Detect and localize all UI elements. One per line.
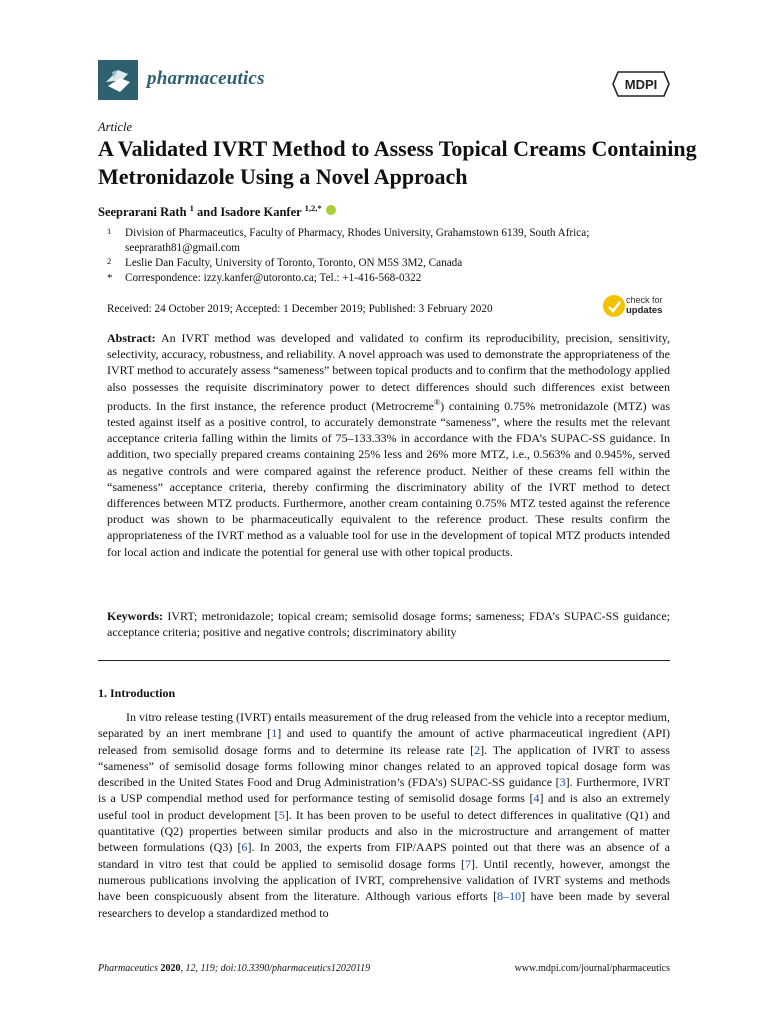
publication-dates: Received: 24 October 2019; Accepted: 1 December 2019; Published: 3 February 2020 — [107, 303, 493, 315]
journal-name: pharmaceutics — [147, 68, 265, 89]
orcid-icon[interactable] — [326, 205, 336, 215]
footer-volume-doi: , 12, 119; doi:10.3390/pharmaceutics12020119 — [180, 963, 371, 974]
author-name: Isadore Kanfer — [220, 205, 302, 220]
intro-text: ]. In 2003, the experts from FIP/AAPS pointed out that there was an absence of a standard in vitro test that could be applied to semisolid dosage forms [ — [98, 840, 671, 871]
keywords — [107, 608, 670, 640]
citation-link[interactable]: 3 — [559, 775, 566, 790]
author-list — [98, 203, 336, 220]
abstract-text-part2: ) containing 0.75% metronidazole (MTZ) was tested against itself as a positive control, to accurately demonstrate “sameness”, where the results met the relevant acceptance criteria falling within the limits of 75–133.33% in accordance with the FDA’s SUPAC-SS guidance. In addition, two specially prepared creams containing 25% less and 26% more MTZ, i.e., 0.563% and 0.945%, served as negative controls and were compared against the reference product. Neither of these creams fell within the “sameness” acceptance criteria, thereby confirming the discriminatory ability of the IVRT method to detect differences between MTZ products. Furthermore, another cream containing 0.75% MTZ tested against the reference product was shown to be pharmaceutically equivalent to the reference product. These results confirm the appropriateness of the IVRT method as a valuable tool for use in the development of topical MTZ products intended for local action and indicate the potential for general use with other topical products. — [107, 398, 670, 559]
affiliation-text: Leslie Dan Faculty, University of Toronto, Toronto, ON M5S 3M2, Canada — [125, 257, 463, 269]
check-for-updates-label[interactable] — [626, 295, 663, 316]
registered-mark: ® — [434, 397, 441, 407]
affiliation-number: 1 — [107, 226, 112, 236]
intro-text: ]. It has been proven to be useful to detect differences in qualitative (Q1) and quantitative (Q2) properties between similar products and also in the microstructure and arrangement of matter between formulations (Q3) [ — [98, 807, 671, 855]
intro-text: ]. Until recently, however, amongst the numerous publications involving the application of IVRT, comprehensive validation of IVRT systems and methods have been conspicuously absent from the literature. Although various efforts [ — [98, 856, 671, 904]
keywords-label: Keywords: — [107, 609, 163, 623]
section-heading: 1. Introduction — [98, 686, 176, 700]
affiliation-text: Division of Pharmaceutics, Faculty of Pharmacy, Rhodes University, Grahamstown 6139, South Africa; seeprarath81@gmail.com — [125, 227, 590, 254]
abstract-label: Abstract: — [107, 331, 156, 345]
author-affiliation-ref: 1 — [189, 203, 194, 213]
footer-journal: Pharmaceutics — [98, 963, 158, 974]
publisher-logo-icon — [612, 70, 670, 98]
intro-text: ] and used to quantify the amount of active pharmaceutical ingredient (API) released from semisolid dosage forms and to determine its release rate [ — [98, 726, 670, 757]
citation-link[interactable]: 5 — [278, 807, 285, 822]
intro-text: ]. The application of IVRT to assess “sameness” of semisolid dosage forms following minor changes related to an approved topical dosage form was described in the United States Food and Drug Administration’s (FDA’s) SUPAC-SS guidance [ — [98, 742, 670, 790]
citation-link[interactable]: 7 — [464, 856, 471, 871]
paper-title: A Validated IVRT Method to Assess Topical Creams Containing Metronidazole Using a Novel Approach — [98, 136, 697, 189]
check-for-updates-line2: updates — [626, 305, 663, 316]
citation-link[interactable]: 2 — [474, 742, 481, 757]
footer-url[interactable]: www.mdpi.com/journal/pharmaceutics — [514, 963, 670, 974]
section-divider — [98, 660, 670, 661]
citation-link[interactable]: 4 — [533, 791, 540, 806]
affiliation-number: * — [107, 272, 113, 284]
author-affiliation-ref: 1,2,* — [304, 203, 322, 213]
author-separator: and — [193, 205, 221, 220]
footer-citation — [98, 963, 370, 974]
citation-link[interactable]: 6 — [241, 840, 248, 855]
publisher-name: MDPI — [624, 77, 658, 92]
author-name: Seeprarani Rath — [98, 205, 187, 220]
keywords-text: IVRT; metronidazole; topical cream; semisolid dosage forms; sameness; FDA’s SUPAC-SS guidance; acceptance criteria; positive and negative controls; discriminatory ability — [107, 609, 670, 640]
citation-link[interactable]: 1 — [271, 726, 278, 741]
affiliation-number: 2 — [107, 256, 112, 266]
intro-text: In vitro release testing (IVRT) entails measurement of the drug released from the vehicle into a receptor medium, separated by an inert membrane [ — [98, 710, 670, 741]
abstract-text-part1: An IVRT method was developed and validated to confirm its reproducibility, precision, sensitivity, selectivity, accuracy, robustness, and reliability. A novel approach was used to demonstrate the appropriateness of the IVRT method to accurately assess “sameness” between topical products and to confirm that the methodology applied also possesses the requisite discriminatory power to detect differences should such differences exist between products. In the first instance, the reference product (Metrocreme — [107, 331, 670, 413]
article-type: Article — [98, 120, 133, 134]
correspondence-text: Correspondence: izzy.kanfer@utoronto.ca; Tel.: +1-416-568-0322 — [125, 272, 422, 284]
abstract — [107, 330, 670, 560]
journal-logo-icon — [98, 60, 138, 100]
intro-text: ]. Furthermore, IVRT is a USP compendial method used for performance testing of semisolid dosage forms [ — [98, 775, 670, 806]
footer-year: 2020 — [160, 963, 181, 974]
intro-text: ] have been made by several researchers to develop a standardized method to — [98, 889, 670, 920]
intro-text: ] and is also an extremely useful tool in product development [ — [98, 791, 670, 822]
citation-link[interactable]: 8–10 — [497, 889, 522, 904]
check-for-updates-line1: check for — [626, 295, 663, 305]
introduction-paragraph — [98, 709, 670, 921]
